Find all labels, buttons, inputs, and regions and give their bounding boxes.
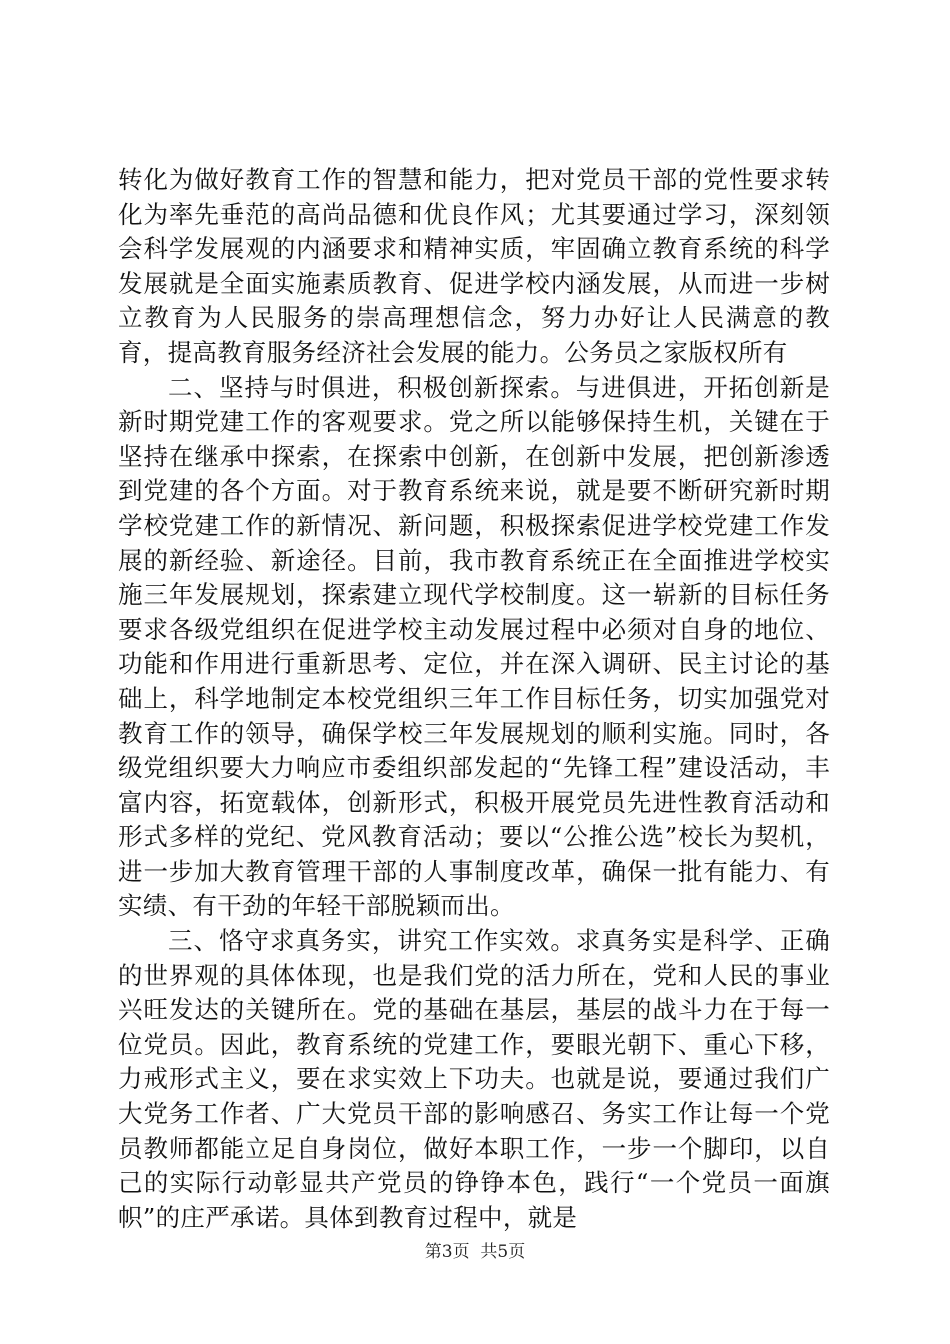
page-footer — [0, 1241, 950, 1263]
paragraph-section-two: 二、坚持与时俱进，积极创新探索。与进俱进，开拓创新是新时期党建工作的客观要求。党之所以能够保持生机，关键在于坚持在继承中探索，在探索中创新，在创新中发展，把创新渗透到党建的各个方面。对于教育系统来说，就是要不断研究新时期学校党建工作的新情况、新问题，积极探索促进学校党建工作发展的新经验、新途径。目前，我市教育系统正在全面推进学校实施三年发展规划，探索建立现代学校制度。这一崭新的目标任务要求各级党组织在促进学校主动发展过程中必须对自身的地位、功能和作用进行重新思考、定位，并在深入调研、民主讨论的基础上，科学地制定本校党组织三年工作目标任务，切实加强党对教育工作的领导，确保学校三年发展规划的顺利实施。同时，各级党组织要大力响应市委组织部发起的“先锋工程”建设活动，丰富内容，拓宽载体，创新形式，积极开展党员先进性教育活动和形式多样的党纪、党风教育活动；要以“公推公选”校长为契机，进一步加大教育管理干部的人事制度改革，确保一批有能力、有实绩、有干劲的年轻干部脱颖而出。 — [118, 372, 830, 921]
page-number: 第3页 — [424, 1242, 470, 1262]
footer-separator — [470, 1242, 481, 1262]
paragraph-continuation: 转化为做好教育工作的智慧和能力，把对党员干部的党性要求转化为率先垂范的高尚品德和优良作风；尤其要通过学习，深刻领会科学发展观的内涵要求和精神实质，牢固确立教育系统的科学发展就是全面实施素质教育、促进学校内涵发展，从而进一步树立教育为人民服务的崇高理想信念，努力办好让人民满意的教育，提高教育服务经济社会发展的能力。公务员之家版权所有 — [118, 165, 830, 367]
page-total: 共5页 — [480, 1242, 526, 1262]
document-body — [118, 163, 830, 1235]
paragraph-section-three: 三、恪守求真务实，讲究工作实效。求真务实是科学、正确的世界观的具体体现，也是我们党的活力所在，党和人民的事业兴旺发达的关键所在。党的基础在基层，基层的战斗力在于每一位党员。因此，教育系统的党建工作，要眼光朝下、重心下移，力戒形式主义，要在求实效上下功夫。也就是说，要通过我们广大党务工作者、广大党员干部的影响感召、务实工作让每一个党员教师都能立足自身岗位，做好本职工作，一步一个脚印，以自己的实际行动彰显共产党员的铮铮本色，践行“一个党员一面旗帜”的庄严承诺。具体到教育过程中，就是 — [118, 926, 830, 1232]
